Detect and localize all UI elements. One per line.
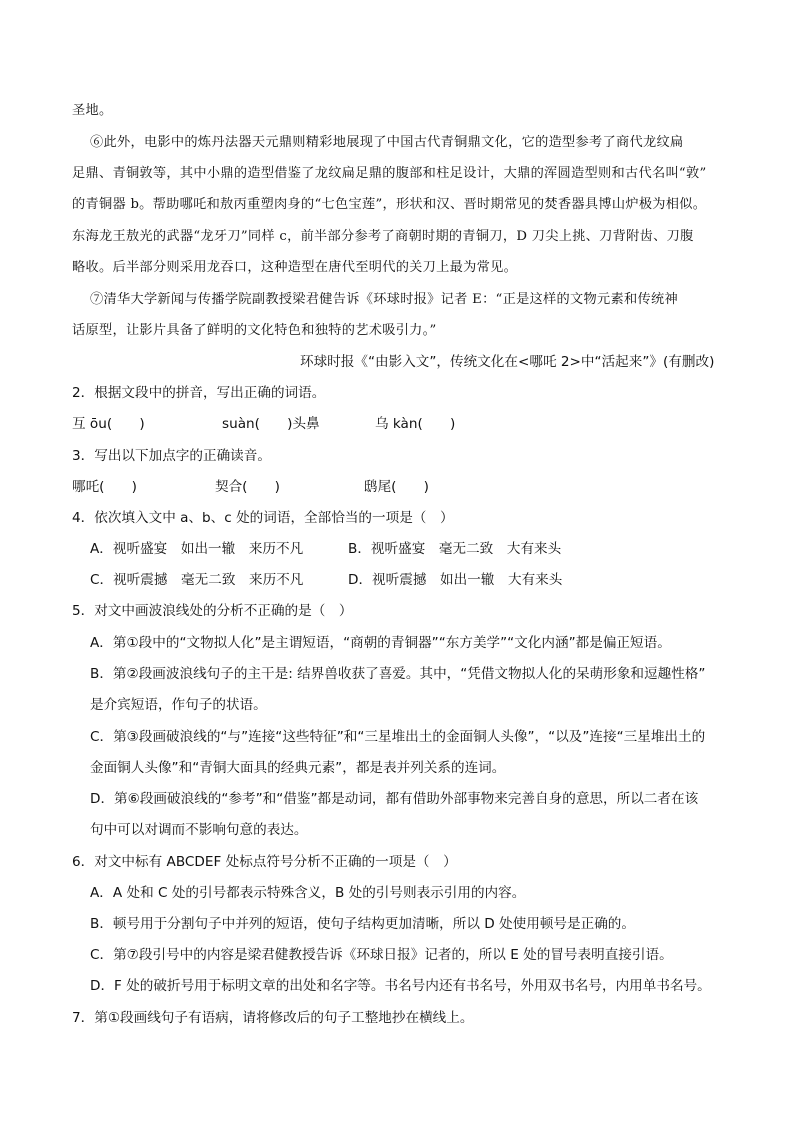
passage-line: 圣地。	[72, 103, 113, 118]
question-2-item-c: 乌 kàn( )	[375, 416, 456, 432]
question-4-option-c: C．视听震撼 毫无二致 来历不凡	[90, 572, 304, 588]
question-6-option-d: D．F 处的破折号用于标明文章的出处和名字等。书名号内还有书名号，外用双书名号，内用单书名号。	[90, 978, 711, 994]
paragraph-7-line: ⑦清华大学新闻与传播学院副教授梁君健告诉《环球时报》记者 E：“正是这样的文物元素和传统神	[90, 292, 678, 307]
paragraph-7-line: 话原型，让影片具备了鲜明的文化特色和独特的艺术吸引力。”	[72, 323, 437, 338]
question-5-option-b: B．第②段画波浪线句子的主干是: 结界兽收获了喜爱。其中，“凭借文物拟人化的呆萌形象和逗趣性格”	[90, 666, 706, 682]
question-4-stem: 4．依次填入文中 a、b、c 处的词语，全部恰当的一项是（ ）	[72, 510, 454, 526]
question-2-item-a: 互 ōu( )	[72, 416, 145, 432]
question-5-option-b-cont: 是介宾短语，作句子的状语。	[90, 697, 267, 713]
paragraph-6-line: 足鼎、青铜敦等，其中小鼎的造型借鉴了龙纹扁足鼎的腹部和柱足设计，大鼎的浑圆造型则和古代名叫“敦”	[72, 166, 707, 181]
question-6-option-b: B．顿号用于分割句子中并列的短语，使句子结构更加清晰，所以 D 处使用顿号是正确的。	[90, 916, 635, 932]
question-3-item-c: 鸱尾( )	[364, 479, 429, 495]
question-2-stem: 2．根据文段中的拼音，写出正确的词语。	[72, 385, 326, 401]
question-5-stem: 5．对文中画波浪线处的分析不正确的是（ ）	[72, 603, 353, 619]
paragraph-6-line: 东海龙王敖光的武器“龙牙刀”同样 c，前半部分参考了商朝时期的青铜刀，D 刀尖上挑、刀背附齿、刀腹	[72, 229, 694, 244]
paragraph-6-line: 略收。后半部分则采用龙吞口，这种造型在唐代至明代的关刀上最为常见。	[72, 260, 518, 275]
question-3-item-b: 契合( )	[215, 479, 280, 495]
question-6-option-a: A．A 处和 C 处的引号都表示特殊含义，B 处的引号则表示引用的内容。	[90, 885, 526, 901]
question-5-option-d: D．第⑥段画破浪线的“参考”和“借鉴”都是动词，都有借助外部事物来完善自身的意思，所以二者在该	[90, 791, 699, 807]
question-4-option-d: D．视听震撼 如出一辙 大有来头	[348, 572, 563, 588]
question-4-option-b: B．视听盛宴 毫无二致 大有来头	[348, 541, 562, 557]
question-3-item-a: 哪吒( )	[72, 479, 137, 495]
question-4-option-a: A．视听盛宴 如出一辙 来历不凡	[90, 541, 304, 557]
passage-source: 环球时报《“由影入文”，传统文化在<哪吒 2>中“活起来”》(有删改)	[300, 354, 715, 370]
question-5-option-d-cont: 句中可以对调而不影响句意的表达。	[90, 822, 308, 838]
question-2-item-b: suàn( )头鼻	[222, 416, 320, 432]
question-6-option-c: C．第⑦段引号中的内容是梁君健教授告诉《环球日报》记者的，所以 E 处的冒号表明直接引语。	[90, 947, 673, 963]
paragraph-6-line: ⑥此外，电影中的炼丹法器天元鼎则精彩地展现了中国古代青铜鼎文化，它的造型参考了商代龙纹扁	[90, 135, 684, 150]
question-7-stem: 7．第①段画线句子有语病，请将修改后的句子工整地抄在横线上。	[72, 1010, 474, 1026]
question-6-stem: 6．对文中标有 ABCDEF 处标点符号分析不正确的一项是（ ）	[72, 854, 457, 870]
question-5-option-c-cont: 金面铜人头像”和“青铜大面具的经典元素”，都是表并列关系的连词。	[90, 760, 506, 776]
question-5-option-a: A．第①段中的“文物拟人化”是主谓短语，“商朝的青铜器”“东方美学”“文化内涵”都是偏正短语。	[90, 635, 671, 651]
question-5-option-c: C．第③段画破浪线的“与”连接“这些特征”和“三星堆出土的金面铜人头像”，“以及”连接“三星堆出土的	[90, 729, 706, 745]
question-3-stem: 3．写出以下加点字的正确读音。	[72, 448, 271, 464]
paragraph-6-line: 的青铜器 b。帮助哪吒和敖丙重塑肉身的“七色宝莲”，形状和汉、晋时期常见的焚香器具博山炉极为相似。	[72, 197, 707, 212]
